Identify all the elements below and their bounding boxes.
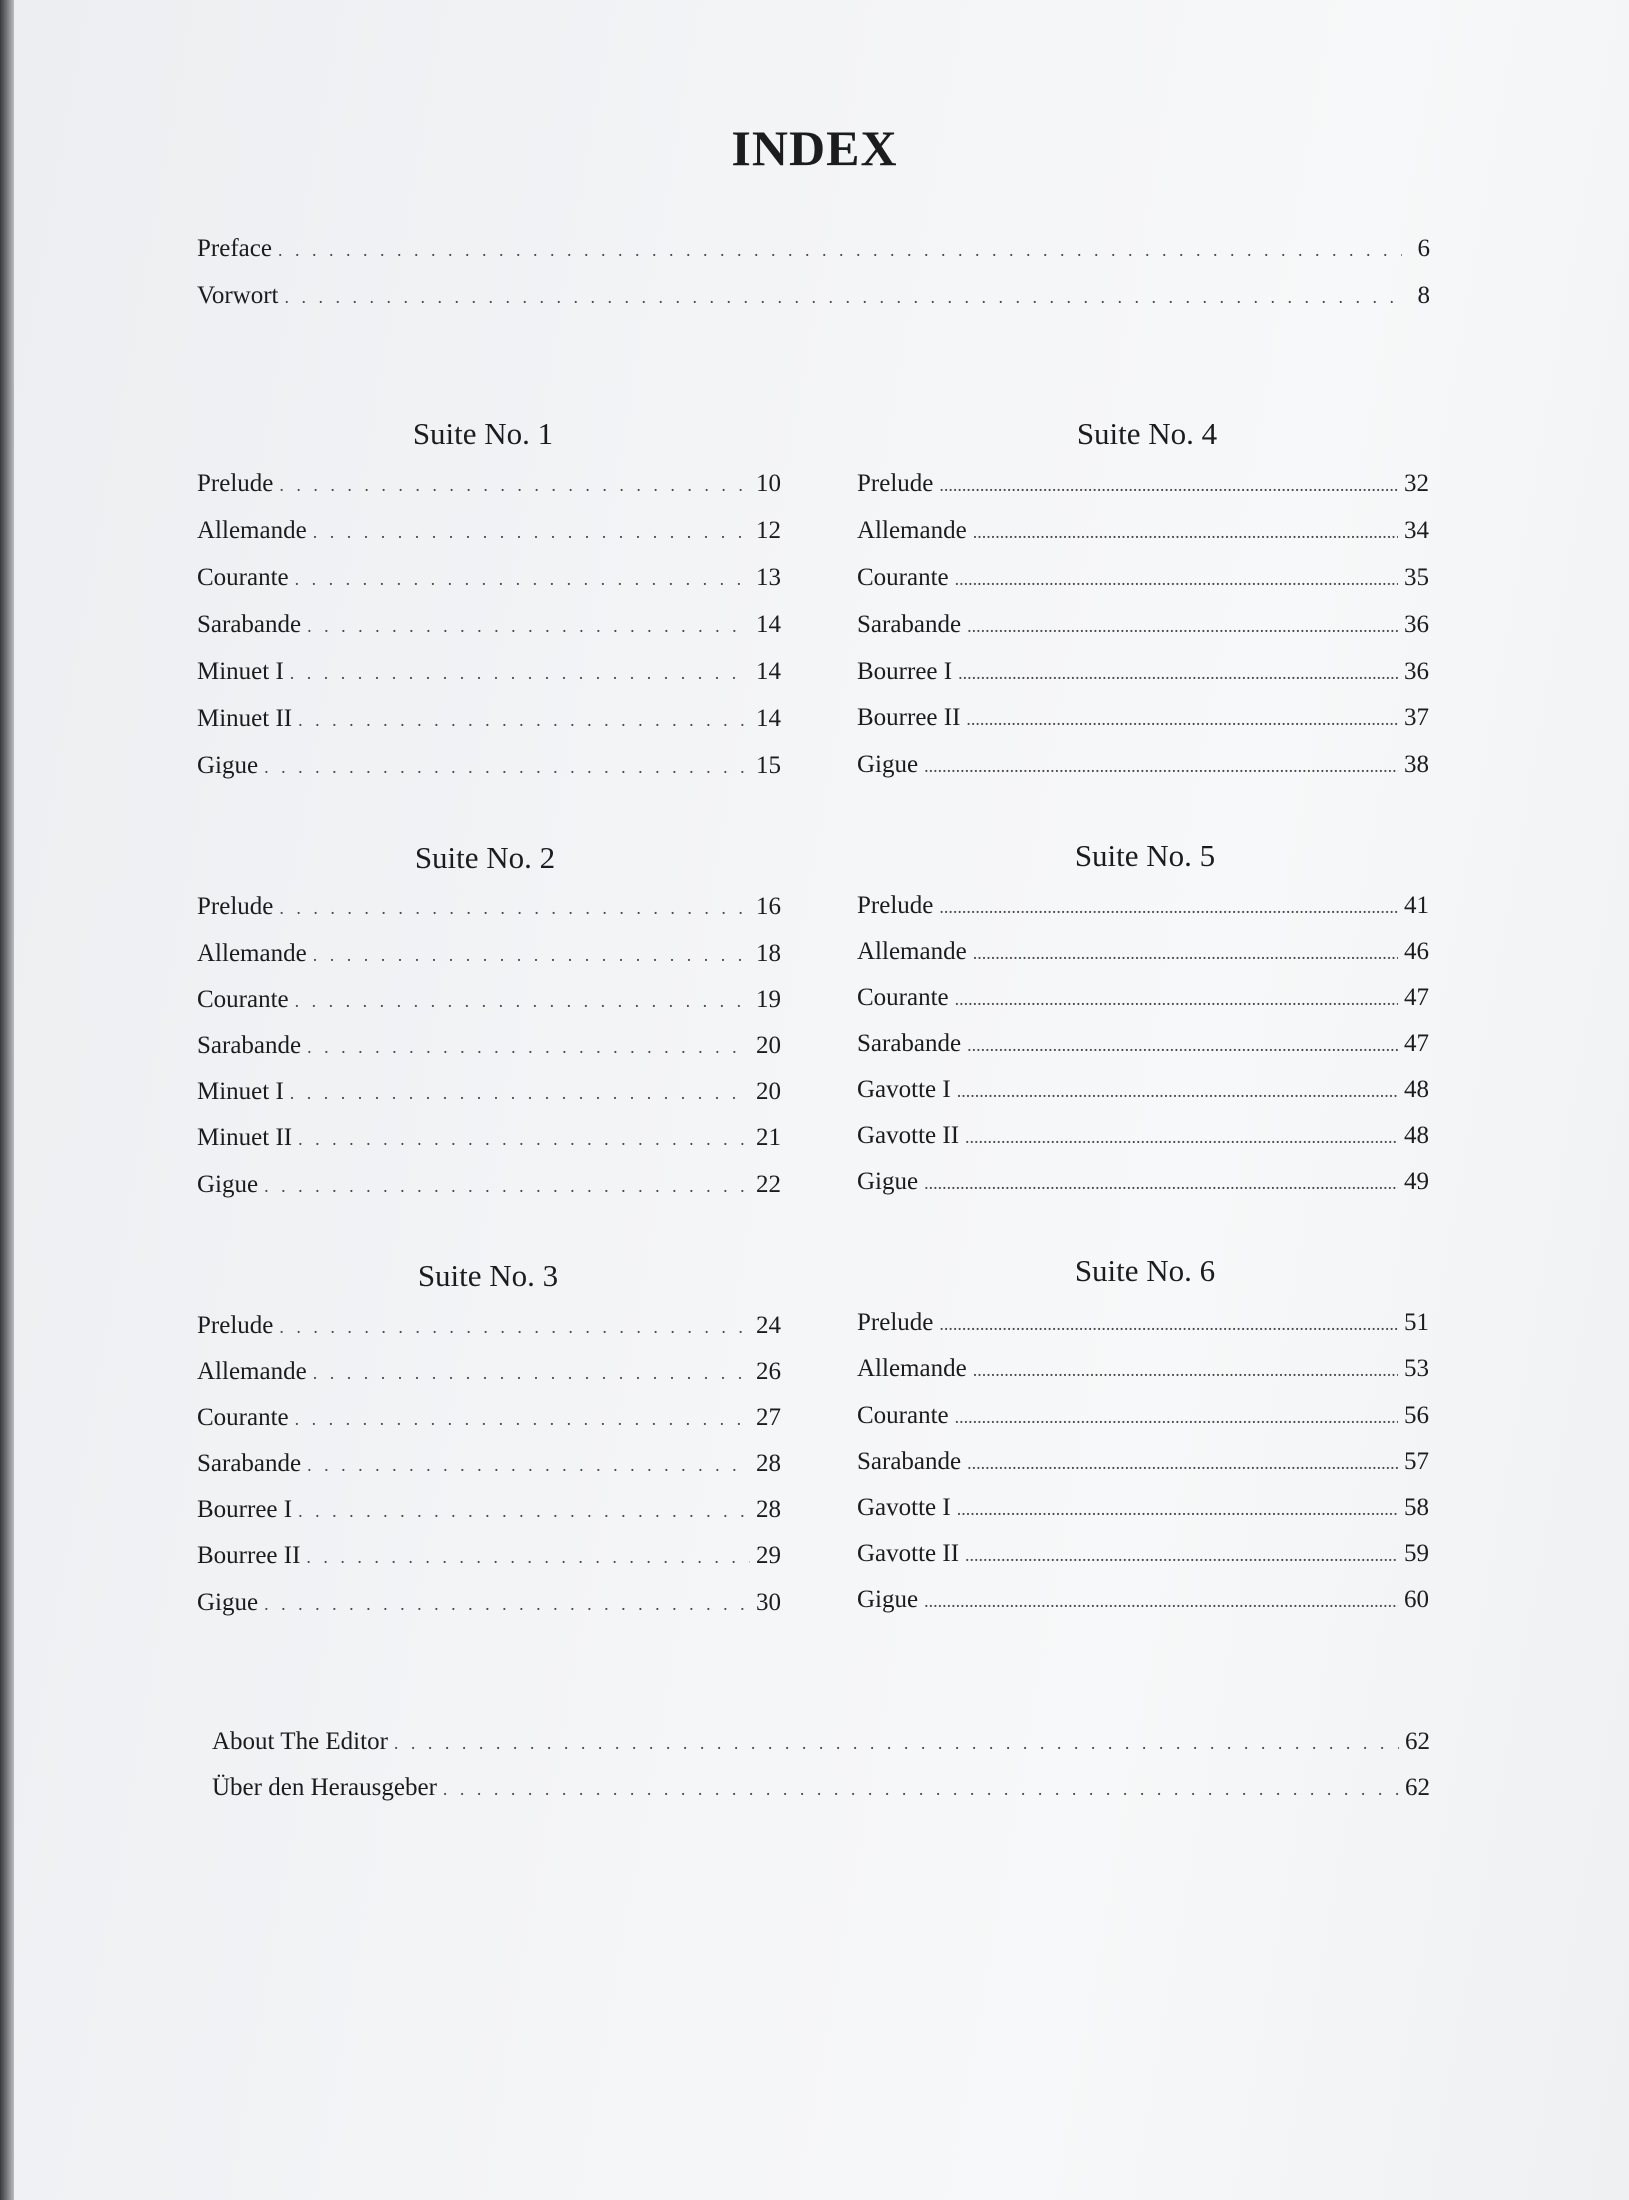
- toc-entry[interactable]: [857, 891, 1429, 922]
- toc-entry[interactable]: [197, 610, 781, 641]
- dot-leader: [279, 893, 750, 923]
- toc-entry[interactable]: [857, 1308, 1429, 1339]
- toc-entry-label: Gavotte I: [857, 1494, 951, 1521]
- toc-entry-page: 32: [1404, 470, 1429, 497]
- dot-leader: [295, 986, 750, 1016]
- toc-entry[interactable]: [857, 1121, 1429, 1152]
- suite-heading: Suite No. 5: [1074, 838, 1216, 873]
- dot-leader: [307, 1032, 750, 1062]
- toc-entry[interactable]: [197, 563, 781, 594]
- toc-entry-label: Preface: [197, 235, 272, 262]
- toc-entry[interactable]: [857, 469, 1429, 500]
- toc-entry-page: 18: [756, 940, 781, 967]
- dot-leader: [313, 1358, 750, 1388]
- toc-entry[interactable]: [197, 751, 781, 782]
- toc-entry-label: Gigue: [197, 1589, 259, 1616]
- toc-entry[interactable]: [197, 1357, 781, 1388]
- toc-entry-label: Gigue: [857, 1586, 919, 1613]
- toc-entry[interactable]: [197, 1311, 781, 1342]
- dot-leader: [924, 1168, 1398, 1198]
- toc-entry-page: 51: [1404, 1309, 1429, 1336]
- toc-entry-label: About The Editor: [212, 1728, 388, 1755]
- dot-leader: [957, 1076, 1398, 1106]
- toc-entry[interactable]: [197, 1031, 781, 1062]
- toc-entry-page: 27: [756, 1404, 781, 1431]
- dot-leader: [924, 751, 1398, 781]
- toc-entry[interactable]: [197, 516, 781, 547]
- toc-entry[interactable]: [197, 985, 781, 1016]
- toc-entry-label: Prelude: [857, 892, 934, 919]
- dot-leader: [307, 1450, 750, 1480]
- dot-leader: [278, 235, 1402, 265]
- toc-entry-label: Bourree II: [197, 1542, 301, 1569]
- toc-entry-page: 21: [756, 1124, 781, 1151]
- dot-leader: [965, 1122, 1398, 1152]
- toc-entry[interactable]: [197, 1170, 781, 1201]
- dot-leader: [967, 1030, 1398, 1060]
- dot-leader: [290, 658, 750, 688]
- toc-entry-label: Courante: [197, 1404, 289, 1431]
- toc-entry-page: 28: [756, 1450, 781, 1477]
- dot-leader: [298, 705, 750, 735]
- dot-leader: [924, 1586, 1398, 1616]
- toc-entry-page: 35: [1404, 564, 1429, 591]
- suite-heading: Suite No. 2: [414, 840, 556, 875]
- book-binding-edge: [0, 0, 14, 2200]
- toc-entry-label: Sarabande: [197, 1450, 302, 1477]
- toc-entry[interactable]: [197, 1495, 781, 1526]
- dot-leader: [306, 1542, 750, 1572]
- dot-leader: [967, 1448, 1398, 1478]
- toc-entry-label: Gavotte I: [857, 1076, 951, 1103]
- toc-entry-label: Bourree I: [857, 658, 953, 685]
- toc-entry-page: 15: [756, 752, 781, 779]
- dot-leader: [967, 611, 1398, 641]
- toc-entry-label: Gavotte II: [857, 1540, 960, 1567]
- toc-entry-label: Prelude: [197, 470, 274, 497]
- toc-entry-page: 8: [1417, 282, 1430, 309]
- toc-entry[interactable]: [857, 750, 1429, 781]
- page-title: INDEX: [731, 120, 898, 176]
- toc-entry-label: Allemande: [857, 517, 967, 544]
- toc-entry[interactable]: [857, 937, 1429, 968]
- toc-entry-page: 59: [1404, 1540, 1429, 1567]
- toc-entry-page: 14: [756, 705, 781, 732]
- toc-entry[interactable]: [857, 1585, 1429, 1616]
- toc-entry-page: 20: [756, 1078, 781, 1105]
- dot-leader: [973, 938, 1398, 968]
- toc-entry-label: Allemande: [197, 517, 307, 544]
- toc-entry-page: 62: [1405, 1774, 1430, 1801]
- dot-leader: [298, 1496, 750, 1526]
- dot-leader: [958, 658, 1398, 688]
- toc-entry-page: 26: [756, 1358, 781, 1385]
- toc-entry[interactable]: [857, 1401, 1429, 1432]
- toc-entry-label: Courante: [197, 564, 289, 591]
- toc-entry-page: 10: [756, 470, 781, 497]
- dot-leader: [966, 704, 1398, 734]
- toc-entry[interactable]: [197, 892, 781, 923]
- toc-entry[interactable]: [857, 983, 1429, 1014]
- dot-leader: [279, 1312, 750, 1342]
- toc-entry-label: Courante: [857, 564, 949, 591]
- dot-leader: [307, 611, 750, 641]
- dot-leader: [264, 752, 750, 782]
- toc-entry-page: 48: [1404, 1122, 1429, 1149]
- dot-leader: [955, 1402, 1398, 1432]
- toc-entry-preface[interactable]: [197, 234, 1430, 265]
- dot-leader: [973, 517, 1398, 547]
- toc-entry-label: Minuet I: [197, 1078, 284, 1105]
- toc-entry-page: 6: [1417, 235, 1430, 262]
- toc-entry[interactable]: [197, 704, 781, 735]
- dot-leader: [973, 1355, 1398, 1385]
- toc-entry-page: 37: [1404, 704, 1429, 731]
- toc-entry[interactable]: [197, 469, 781, 500]
- toc-entry[interactable]: [857, 1029, 1429, 1060]
- dot-leader: [955, 984, 1398, 1014]
- dot-leader: [313, 940, 750, 970]
- toc-entry-label: Sarabande: [857, 1448, 962, 1475]
- toc-entry-label: Minuet II: [197, 1124, 293, 1151]
- dot-leader: [957, 1494, 1398, 1524]
- toc-entry-label: Allemande: [857, 938, 967, 965]
- toc-entry[interactable]: [857, 1493, 1429, 1524]
- toc-entry-page: 48: [1404, 1076, 1429, 1103]
- toc-entry[interactable]: [857, 703, 1429, 734]
- toc-entry[interactable]: [857, 1167, 1429, 1198]
- toc-entry-label: Bourree II: [857, 704, 961, 731]
- suite-heading: Suite No. 1: [412, 416, 554, 451]
- dot-leader: [290, 1078, 750, 1108]
- toc-entry[interactable]: [857, 516, 1429, 547]
- toc-entry-page: 20: [756, 1032, 781, 1059]
- toc-entry-page: 57: [1404, 1448, 1429, 1475]
- toc-entry-page: 34: [1404, 517, 1429, 544]
- toc-entry[interactable]: [197, 1588, 781, 1619]
- toc-entry[interactable]: [857, 1447, 1429, 1478]
- toc-entry-label: Allemande: [197, 1358, 307, 1385]
- toc-entry-page: 14: [756, 611, 781, 638]
- toc-entry[interactable]: [197, 1403, 781, 1434]
- toc-entry-page: 19: [756, 986, 781, 1013]
- toc-entry-page: 62: [1405, 1728, 1430, 1755]
- dot-leader: [939, 892, 1398, 922]
- toc-entry-label: Gigue: [857, 1168, 919, 1195]
- dot-leader: [443, 1774, 1399, 1804]
- toc-entry-label: Sarabande: [197, 611, 302, 638]
- toc-entry-page: 28: [756, 1496, 781, 1523]
- toc-entry-page: 12: [756, 517, 781, 544]
- toc-entry-label: Minuet II: [197, 705, 293, 732]
- dot-leader: [394, 1728, 1399, 1758]
- toc-entry-page: 16: [756, 893, 781, 920]
- suite-heading: Suite No. 4: [1076, 416, 1218, 451]
- toc-entry-label: Allemande: [857, 1355, 967, 1382]
- suite-heading: Suite No. 6: [1074, 1253, 1216, 1288]
- dot-leader: [298, 1124, 750, 1154]
- toc-entry-about-the-editor[interactable]: [212, 1727, 1430, 1758]
- dot-leader: [279, 470, 750, 500]
- dot-leader: [965, 1540, 1398, 1570]
- toc-entry-label: Sarabande: [857, 611, 962, 638]
- toc-entry-label: Courante: [857, 1402, 949, 1429]
- toc-entry[interactable]: [197, 939, 781, 970]
- toc-entry[interactable]: [857, 610, 1429, 641]
- toc-entry-page: 60: [1404, 1586, 1429, 1613]
- toc-entry-label: Prelude: [197, 1312, 274, 1339]
- toc-entry-label: Gavotte II: [857, 1122, 960, 1149]
- toc-entry-page: 38: [1404, 751, 1429, 778]
- toc-entry-page: 58: [1404, 1494, 1429, 1521]
- toc-entry-label: Gigue: [197, 1171, 259, 1198]
- toc-entry[interactable]: [197, 1541, 781, 1572]
- dot-leader: [939, 470, 1398, 500]
- toc-entry-page: 47: [1404, 1030, 1429, 1057]
- toc-entry-label: Sarabande: [197, 1032, 302, 1059]
- toc-entry-label: Über den Herausgeber: [212, 1774, 437, 1801]
- toc-entry[interactable]: [197, 1077, 781, 1108]
- toc-entry-page: 29: [756, 1542, 781, 1569]
- toc-entry-vorwort[interactable]: [197, 281, 1430, 312]
- toc-entry-label: Minuet I: [197, 658, 284, 685]
- toc-entry[interactable]: [857, 657, 1429, 688]
- toc-entry-uber-den-herausgeber[interactable]: [212, 1773, 1430, 1804]
- toc-entry-label: Prelude: [197, 893, 274, 920]
- toc-entry-page: 46: [1404, 938, 1429, 965]
- dot-leader: [939, 1309, 1398, 1339]
- toc-entry-page: 13: [756, 564, 781, 591]
- toc-entry[interactable]: [197, 1449, 781, 1480]
- toc-entry-label: Courante: [197, 986, 289, 1013]
- suite-heading: Suite No. 3: [417, 1258, 559, 1293]
- toc-entry-page: 49: [1404, 1168, 1429, 1195]
- dot-leader: [264, 1589, 750, 1619]
- toc-entry-label: Prelude: [857, 1309, 934, 1336]
- toc-entry[interactable]: [197, 657, 781, 688]
- dot-leader: [313, 517, 750, 547]
- toc-entry[interactable]: [857, 563, 1429, 594]
- toc-entry-page: 36: [1404, 611, 1429, 638]
- toc-entry[interactable]: [857, 1354, 1429, 1385]
- toc-entry-label: Vorwort: [197, 282, 279, 309]
- toc-entry[interactable]: [197, 1123, 781, 1154]
- toc-entry-label: Allemande: [197, 940, 307, 967]
- toc-entry-page: 41: [1404, 892, 1429, 919]
- dot-leader: [264, 1171, 750, 1201]
- toc-entry-label: Bourree I: [197, 1496, 293, 1523]
- toc-entry-label: Sarabande: [857, 1030, 962, 1057]
- toc-entry-label: Gigue: [857, 751, 919, 778]
- toc-entry-page: 47: [1404, 984, 1429, 1011]
- toc-entry-page: 36: [1404, 658, 1429, 685]
- toc-entry-page: 56: [1404, 1402, 1429, 1429]
- toc-entry-label: Prelude: [857, 470, 934, 497]
- dot-leader: [284, 282, 1402, 312]
- toc-entry-page: 53: [1404, 1355, 1429, 1382]
- toc-entry[interactable]: [857, 1075, 1429, 1106]
- toc-entry-page: 22: [756, 1171, 781, 1198]
- dot-leader: [295, 564, 750, 594]
- toc-entry-page: 30: [756, 1589, 781, 1616]
- toc-entry-label: Courante: [857, 984, 949, 1011]
- toc-entry-page: 14: [756, 658, 781, 685]
- dot-leader: [295, 1404, 750, 1434]
- toc-entry-page: 24: [756, 1312, 781, 1339]
- toc-entry-label: Gigue: [197, 752, 259, 779]
- toc-entry[interactable]: [857, 1539, 1429, 1570]
- dot-leader: [955, 564, 1398, 594]
